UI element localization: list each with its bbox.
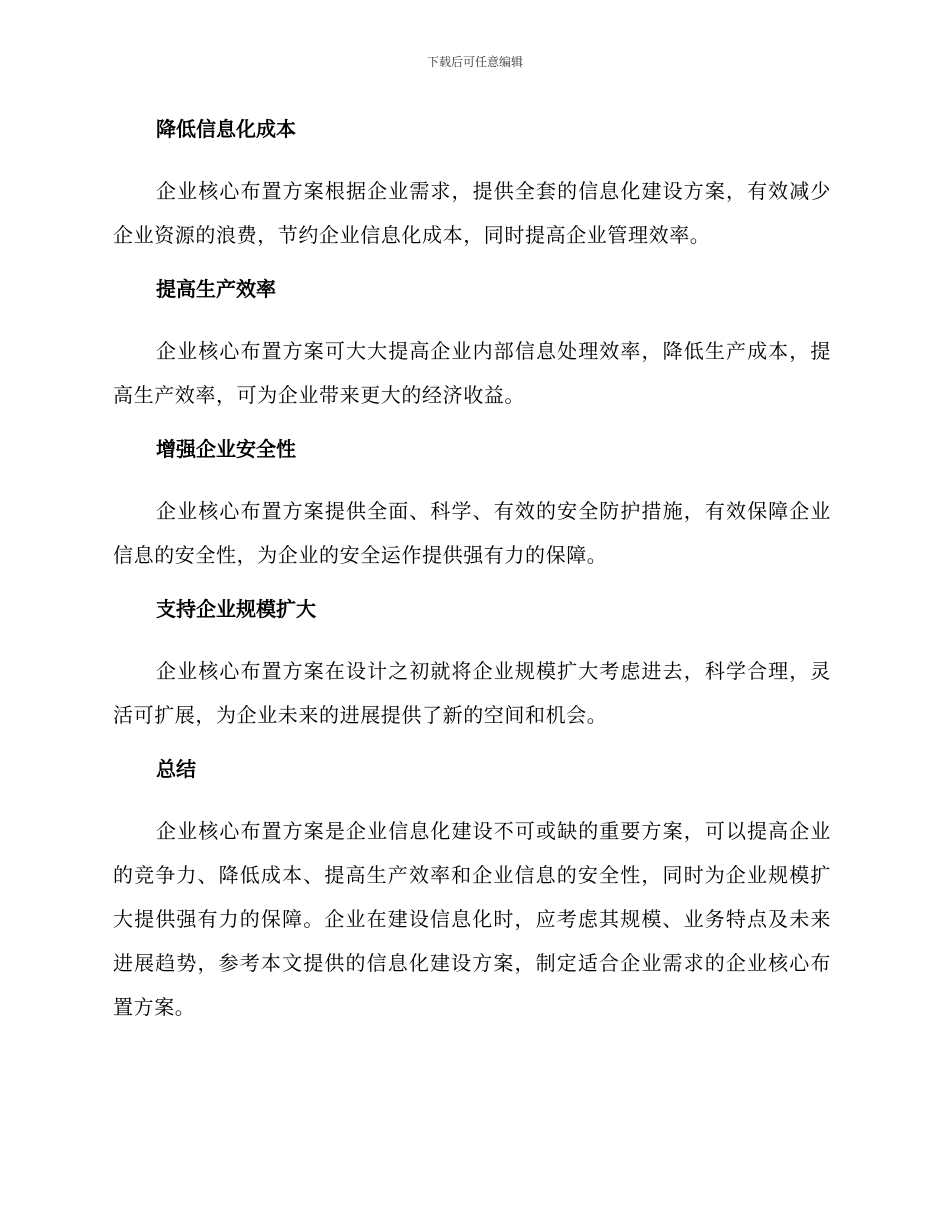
- section-heading: 增强企业安全性: [156, 437, 296, 461]
- section-enhance-security: [113, 433, 831, 577]
- section-summary: [113, 753, 831, 1029]
- section-paragraph: 企业核心布置方案可大大提高企业内部信息处理效率，降低生产成本，提高生产效率，可为企业带来更大的经济收益。: [113, 339, 831, 407]
- section-paragraph: 企业核心布置方案是企业信息化建设不可或缺的重要方案，可以提高企业的竞争力、降低成本、提高生产效率和企业信息的安全性，同时为企业规模扩大提供强有力的保障。企业在建设信息化时，应考虑其规模、业务特点及未来进展趋势，参考本文提供的信息化建设方案，制定适合企业需求的企业核心布置方案。: [113, 819, 831, 1019]
- section-heading: 总结: [156, 757, 196, 781]
- section-support-scale: [113, 593, 831, 737]
- section-reduce-cost: [113, 113, 831, 257]
- section-heading: 降低信息化成本: [156, 117, 296, 141]
- section-paragraph: 企业核心布置方案根据企业需求，提供全套的信息化建设方案，有效减少企业资源的浪费，节约企业信息化成本，同时提高企业管理效率。: [113, 179, 831, 247]
- section-heading: 支持企业规模扩大: [156, 597, 316, 621]
- section-paragraph: 企业核心布置方案提供全面、科学、有效的安全防护措施，有效保障企业信息的安全性，为企业的安全运作提供强有力的保障。: [113, 499, 831, 567]
- section-heading: 提高生产效率: [156, 277, 276, 301]
- section-improve-efficiency: [113, 273, 831, 417]
- section-paragraph: 企业核心布置方案在设计之初就将企业规模扩大考虑进去，科学合理，灵活可扩展，为企业未来的进展提供了新的空间和机会。: [113, 659, 831, 727]
- header-note: 下载后可任意编辑: [426, 55, 523, 69]
- document-body: [113, 113, 831, 1029]
